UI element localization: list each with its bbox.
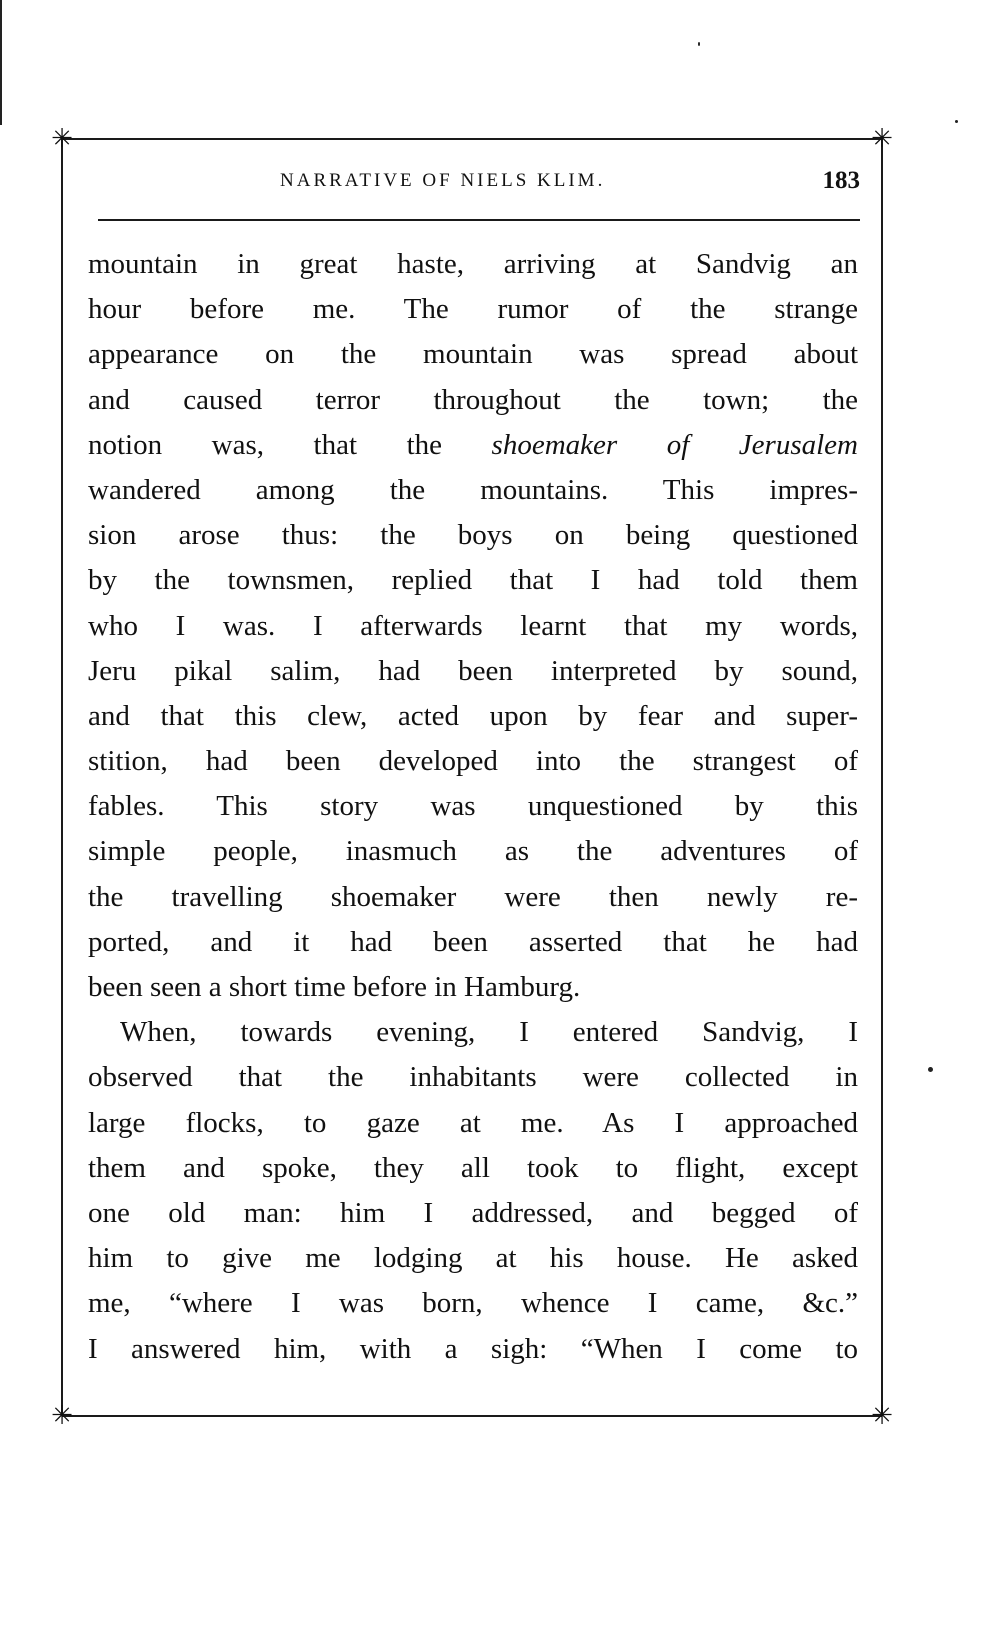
text-line: one old man: him I addressed, and begged of xyxy=(88,1196,858,1229)
text-line xyxy=(88,423,858,468)
text-line: wandered among the mountains. This impres- xyxy=(88,473,858,506)
text-line: fables. This story was unquestioned by this xyxy=(88,790,858,823)
corner-ornament-icon: ✳ xyxy=(51,124,73,154)
text-line: When, towards evening, I entered Sandvig, I xyxy=(120,1016,858,1049)
header-rule xyxy=(98,219,860,221)
text-line: large flocks, to gaze at me. As I approached xyxy=(88,1106,858,1139)
text-line: hour before me. The rumor of the strange xyxy=(88,293,858,326)
ink-speck xyxy=(698,42,700,46)
text-line: I answered him, with a sigh: “When I come to xyxy=(88,1332,858,1365)
text-line: observed that the inhabitants were collected in xyxy=(88,1061,858,1094)
text-line: simple people, inasmuch as the adventures of xyxy=(88,835,858,868)
ink-speck xyxy=(928,1067,933,1072)
text-line: stition, had been developed into the strangest of xyxy=(88,745,858,778)
paragraph-1 xyxy=(88,242,858,1010)
ink-speck xyxy=(955,120,958,123)
text-span: notion was, that the xyxy=(88,428,492,461)
corner-ornament-icon: ✳ xyxy=(871,124,893,154)
text-line: by the townsmen, replied that I had told them xyxy=(88,564,858,597)
text-line: been seen a short time before in Hamburg. xyxy=(88,971,581,1003)
frame-right-rule xyxy=(881,138,883,1416)
italic-phrase: shoemaker of Jerusalem xyxy=(491,428,858,461)
text-line: Jeru pikal salim, had been interpreted by sound, xyxy=(88,654,858,687)
body-text xyxy=(88,242,858,1372)
text-line: who I was. I afterwards learnt that my words, xyxy=(88,609,858,642)
text-line: him to give me lodging at his house. He asked xyxy=(88,1242,858,1275)
text-line: the travelling shoemaker were then newly re- xyxy=(88,880,858,913)
text-line: ported, and it had been asserted that he had xyxy=(88,925,858,958)
running-head xyxy=(100,166,860,196)
text-line: mountain in great haste, arriving at Sandvig an xyxy=(88,248,858,280)
corner-ornament-icon: ✳ xyxy=(871,1401,893,1431)
text-line: me, “where I was born, whence I came, &c.” xyxy=(88,1287,858,1320)
text-line: them and spoke, they all took to flight, except xyxy=(88,1151,858,1184)
text-line: sion arose thus: the boys on being questioned xyxy=(88,519,858,552)
text-line: appearance on the mountain was spread about xyxy=(88,338,858,371)
running-title: NARRATIVE OF NIELS KLIM. xyxy=(280,170,606,191)
frame-left-rule xyxy=(61,138,63,1416)
scan-edge-line xyxy=(0,0,2,125)
frame-bottom-rule xyxy=(62,1415,882,1417)
page-number: 183 xyxy=(822,167,860,194)
frame-top-rule xyxy=(62,138,882,140)
text-line: and caused terror throughout the town; the xyxy=(88,383,858,416)
text-line: and that this clew, acted upon by fear and super- xyxy=(88,699,858,732)
corner-ornament-icon: ✳ xyxy=(51,1401,73,1431)
paragraph-2 xyxy=(88,1010,858,1372)
